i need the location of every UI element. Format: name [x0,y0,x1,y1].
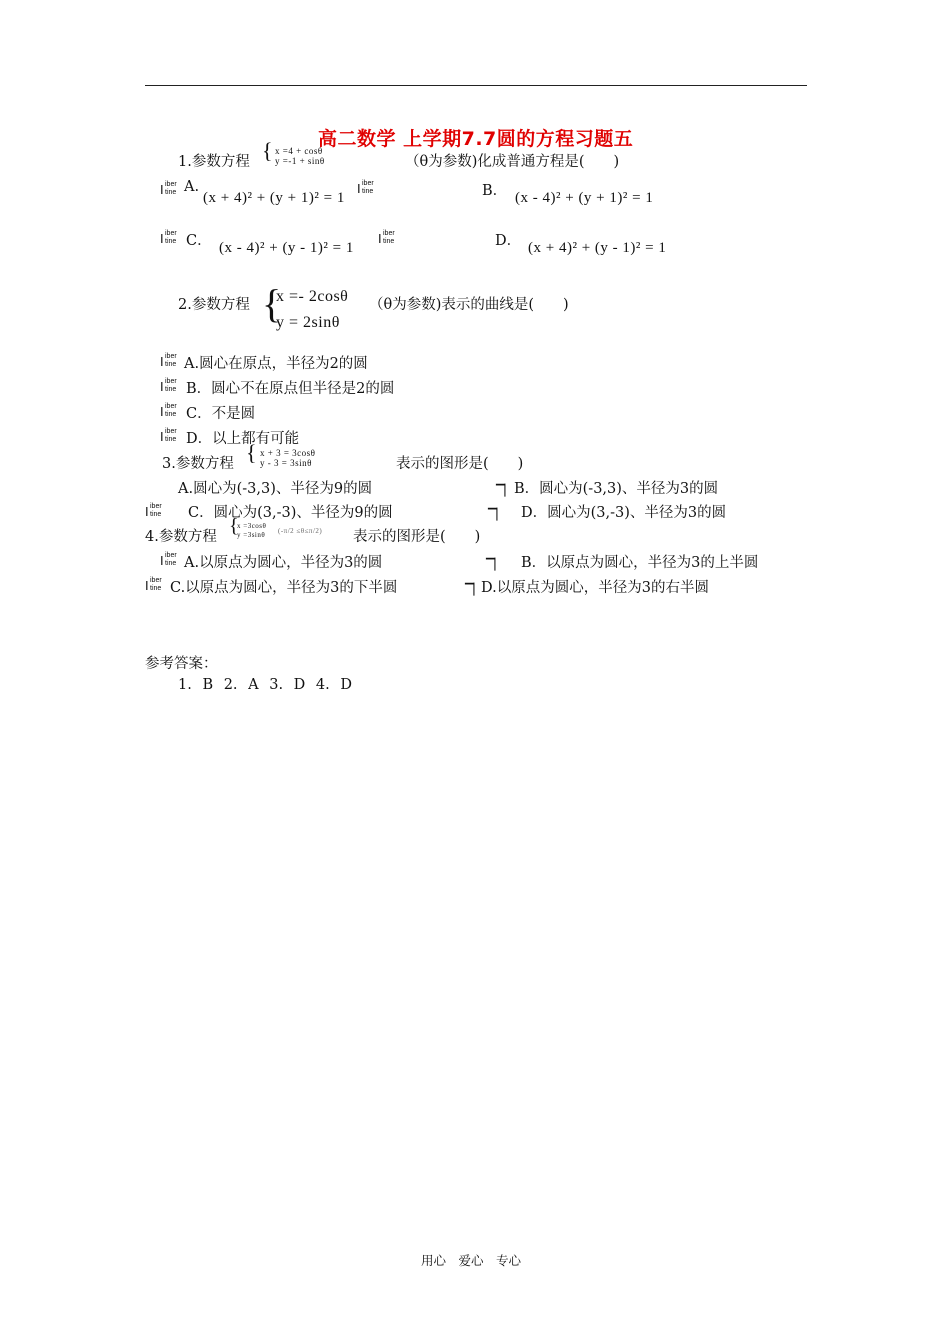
q1-option-c-expr: (x - 4)² + (y - 1)² = 1 [219,240,354,256]
marker-small [165,552,177,568]
page-footer: 用心 爱心 专心 [421,1253,522,1268]
q1-option-a-expr: (x + 4)² + (y + 1)² = 1 [203,190,345,206]
q4-brace: { [229,515,239,537]
q2-system-line1: x =- 2cosθ [276,288,349,305]
q1-system-line2: y =-1 + sinθ [275,156,325,166]
marker-small-1: iber [165,230,177,237]
marker-small-2: tine [165,560,177,567]
q3-option-b: B．圆心为(-3,3)、半径为3的圆 [514,481,719,497]
marker-glyph: I [160,553,164,568]
marker-small-2: tine [165,361,177,368]
tab-mark: ▔▏ [488,508,505,521]
marker-small-1: iber [150,577,162,584]
q1-option-a-label: A. [184,179,200,195]
q2-option-c: C．不是圆 [186,406,256,422]
marker-small [165,428,177,444]
answers-line: 1. B 2. A 3. D 4. D [178,677,352,693]
page-title: 高二数学 上学期7.7圆的方程习题五 [318,128,634,150]
marker-glyph: I [145,578,149,593]
marker-small-2: tine [362,188,374,195]
q4-stem: 4.参数方程 [145,529,217,545]
marker-small-1: iber [165,428,177,435]
marker-small-1: iber [165,353,177,360]
marker-glyph: I [378,231,382,246]
q2-option-d: D．以上都有可能 [186,431,300,447]
q2-option-b: B．圆心不在原点但半径是2的圆 [186,381,395,397]
q2-tail: （θ为参数)表示的曲线是( ) [369,297,569,313]
q3-option-a: A.圆心为(-3,3)、半径为9的圆 [178,481,373,497]
q3-brace: { [246,440,257,465]
q3-system [260,448,315,468]
marker-small-2: tine [165,386,177,393]
q4-system-line1: x =3cosθ [237,522,267,530]
marker-small-2: tine [150,511,162,518]
marker-small-2: tine [165,436,177,443]
marker-glyph: I [160,379,164,394]
q2-stem: 2.参数方程 [178,297,250,313]
answers-heading: 参考答案： [145,656,218,672]
q3-system-line1: x + 3 = 3cosθ [260,448,316,458]
header-rule [145,85,807,86]
marker-glyph: I [160,404,164,419]
marker-small [165,230,177,246]
tab-mark: ▔▏ [496,484,513,497]
marker-small-1: iber [165,552,177,559]
marker-small-2: tine [165,189,177,196]
q3-option-d: D．圆心为(3,-3)、半径为3的圆 [521,505,727,521]
q4-option-b: B．以原点为圆心，半径为3的上半圆 [521,555,759,571]
q4-range: (-π/2 ≤θ≤π/2) [278,527,323,535]
marker-small-2: tine [165,238,177,245]
marker-small [362,180,374,196]
marker-small [150,577,162,593]
marker-small-1: iber [165,181,177,188]
q4-system-line2: y =3sinθ [237,531,266,539]
marker-small-1: iber [362,180,374,187]
q1-system [275,146,325,166]
marker-glyph: I [160,354,164,369]
marker-small-2: tine [165,411,177,418]
q1-system-line1: x =4 + cosθ [275,146,323,156]
q1-option-d-expr: (x + 4)² + (y - 1)² = 1 [528,240,667,256]
marker-small [150,503,162,519]
marker-glyph: I [357,181,361,196]
marker-small [165,181,177,197]
tab-mark: ▔▏ [465,583,482,596]
marker-glyph: I [160,182,164,197]
marker-small [165,353,177,369]
q1-option-b-label: B． [482,183,508,199]
q1-stem: 1.参数方程 [178,154,250,170]
marker-glyph: I [160,231,164,246]
q3-system-line2: y - 3 = 3sinθ [260,458,312,468]
marker-small-1: iber [383,230,395,237]
q4-system [237,522,266,540]
marker-small-1: iber [150,503,162,510]
q1-option-c-label: C． [186,233,212,249]
marker-small-2: tine [150,585,162,592]
marker-small-1: iber [165,378,177,385]
marker-glyph: I [160,429,164,444]
q1-brace: { [262,138,273,163]
marker-glyph: I [145,504,149,519]
q4-tail: 表示的图形是( ) [353,529,481,545]
q4-option-c: C.以原点为圆心，半径为3的下半圆 [170,580,398,596]
q2-option-a: A.圆心在原点，半径为2的圆 [184,356,368,372]
q3-option-c: C．圆心为(3,-3)、半径为9的圆 [188,505,393,521]
q2-brace: { [262,281,282,326]
q4-option-d: D.以原点为圆心，半径为3的右半圆 [481,580,709,596]
q3-tail: 表示的图形是( ) [396,456,524,472]
q4-option-a: A.以原点为圆心，半径为3的圆 [184,555,383,571]
q1-option-d-label: D． [495,233,522,249]
marker-small-2: tine [383,238,395,245]
marker-small [165,403,177,419]
q1-tail: （θ为参数)化成普通方程是( ) [405,154,620,170]
marker-small [165,378,177,394]
q2-system-line2: y = 2sinθ [276,314,340,331]
q2-system [276,284,348,336]
marker-small [383,230,395,246]
tab-mark: ▔▏ [486,558,503,571]
marker-small-1: iber [165,403,177,410]
q3-stem: 3.参数方程 [162,456,234,472]
q1-option-b-expr: (x - 4)² + (y + 1)² = 1 [515,190,654,206]
